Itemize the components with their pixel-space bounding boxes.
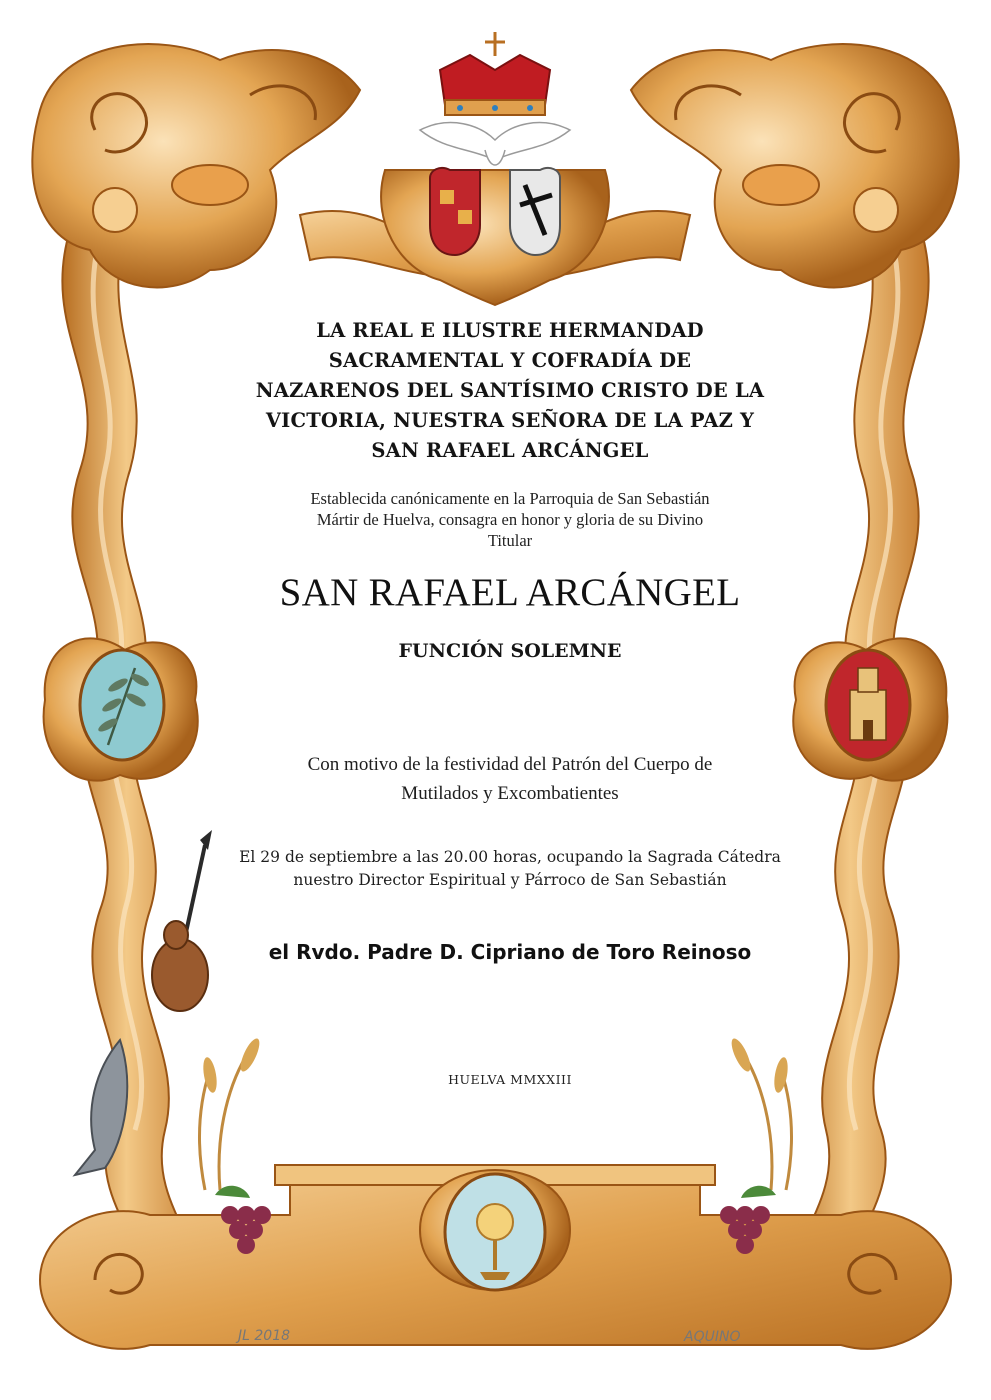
castle-medallion <box>793 638 947 780</box>
brotherhood-line: SACRAMENTAL Y COFRADÍA DE <box>328 349 692 372</box>
titular-heading: SAN RAFAEL ARCÁNGEL <box>279 571 741 614</box>
artist-signature: JL 2018 <box>238 1328 291 1344</box>
workshop-signature: AQUINO <box>684 1329 741 1345</box>
brotherhood-line: VICTORIA, NUESTRA SEÑORA DE LA PAZ Y <box>265 409 755 432</box>
wheat-right-icon <box>728 1036 791 1190</box>
motive-paragraph <box>230 750 790 808</box>
pilgrim-gourd-icon <box>152 830 212 1011</box>
date-paragraph <box>210 846 810 892</box>
motive-line: Mutilados y Excombatientes <box>401 783 619 804</box>
intro-line: Titular <box>487 531 533 550</box>
brotherhood-name <box>230 316 790 466</box>
dove-icon <box>420 123 570 165</box>
wheat-left-icon <box>200 1036 263 1190</box>
motive-line: Con motivo de la festividad del Patrón del Cuerpo de <box>307 754 713 775</box>
preacher-name: el Rvdo. Padre D. Cipriano de Toro Reinoso <box>268 940 752 964</box>
brotherhood-line: SAN RAFAEL ARCÁNGEL <box>371 439 649 462</box>
brotherhood-line: LA REAL E ILUSTRE HERMANDAD <box>316 319 704 342</box>
date-line: nuestro Director Espiritual y Párroco de San Sebastián <box>293 871 727 889</box>
place-year: HUELVA MMXXIII <box>448 1072 572 1087</box>
olive-medallion <box>44 638 198 780</box>
monstrance-medallion <box>420 1170 570 1290</box>
date-line: El 29 de septiembre a las 20.00 horas, ocupando la Sagrada Cátedra <box>239 848 781 866</box>
brotherhood-line: NAZARENOS DEL SANTÍSIMO CRISTO DE LA <box>255 379 765 402</box>
intro-line: Mártir de Huelva, consagra en honor y gloria de su Divino <box>316 510 704 529</box>
event-heading: FUNCIÓN SOLEMNE <box>398 640 622 662</box>
crown-icon <box>440 32 550 115</box>
intro-paragraph <box>230 488 790 551</box>
intro-line: Establecida canónicamente en la Parroquia de San Sebastián <box>310 489 710 508</box>
coat-of-arms-crest <box>381 32 609 305</box>
